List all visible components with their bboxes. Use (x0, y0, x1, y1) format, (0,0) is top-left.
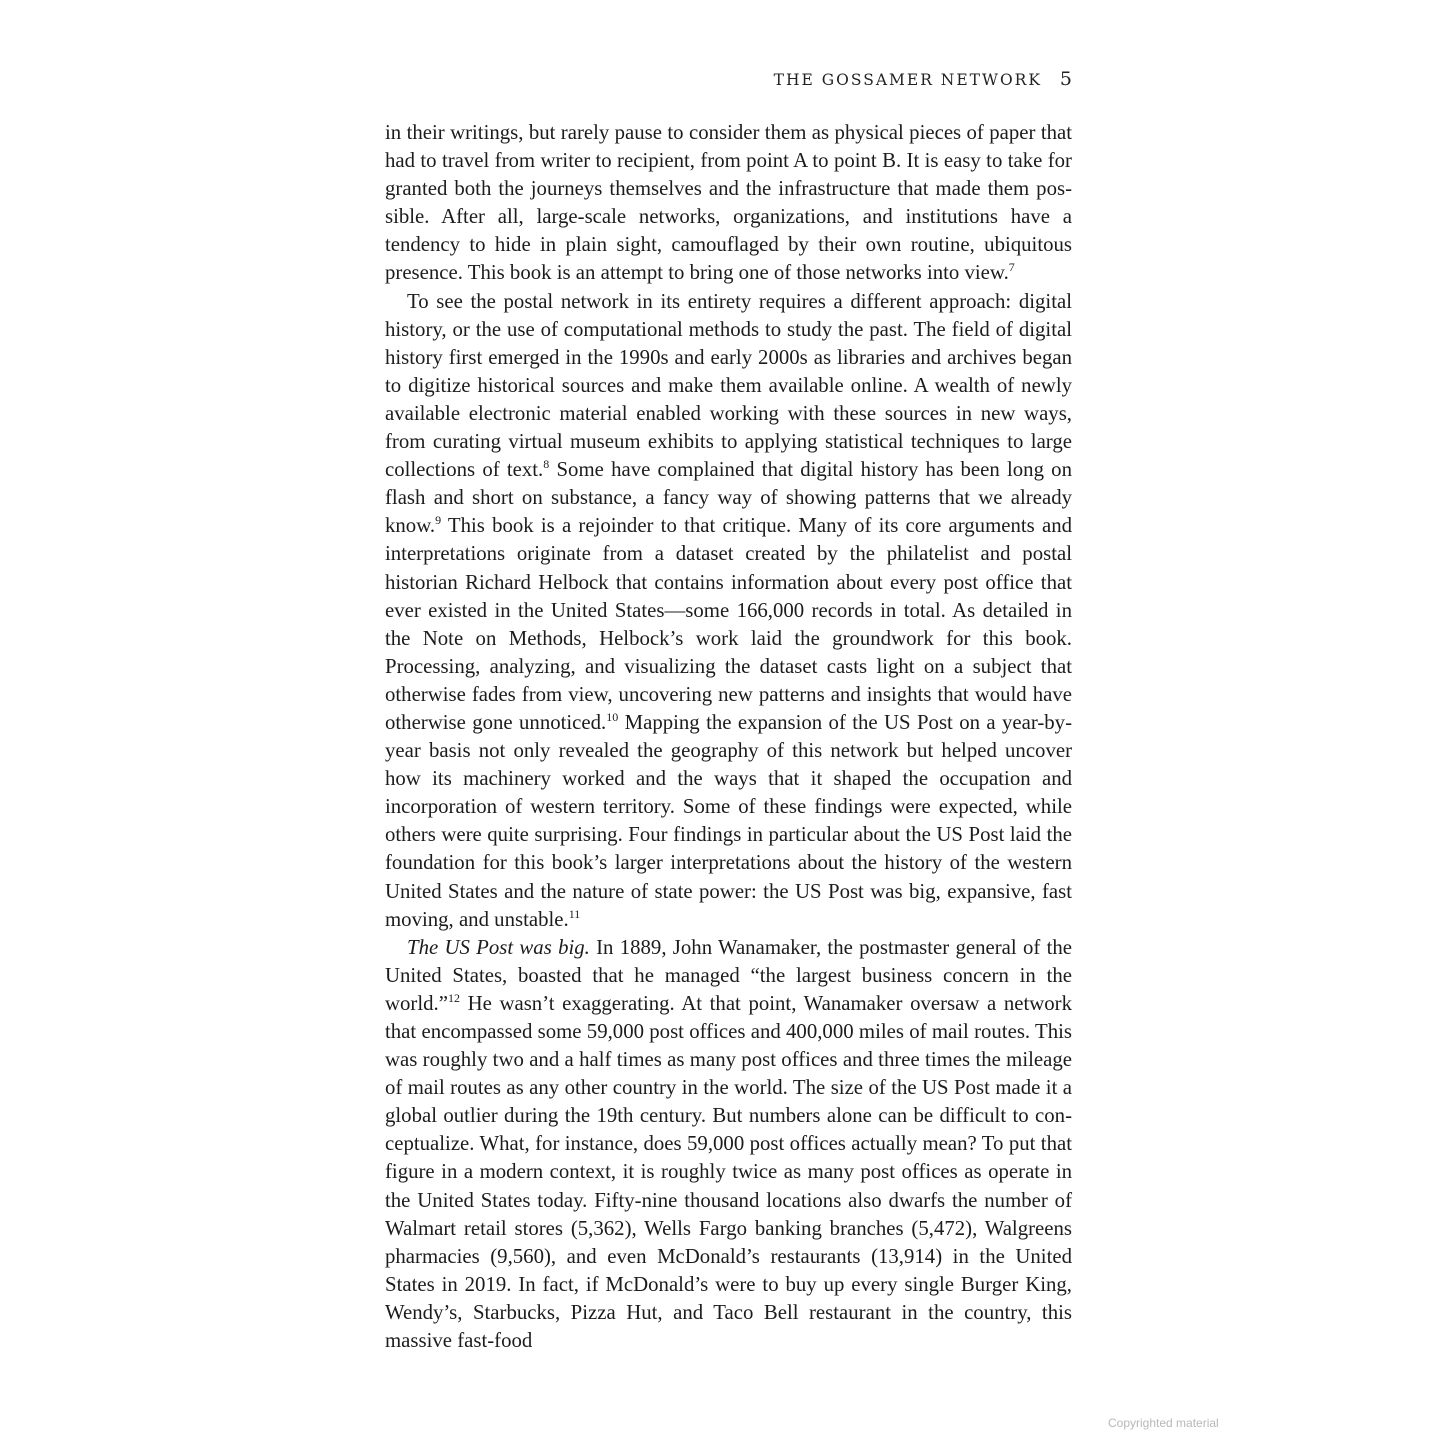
footnote-marker-11: 11 (568, 906, 581, 921)
footnote-marker-9: 9 (435, 513, 442, 528)
footnote-marker-12: 12 (447, 990, 460, 1005)
paragraph-1 (385, 119, 1072, 288)
paragraph-3 (385, 934, 1072, 1355)
copyright-watermark: Copyrighted material (1108, 1416, 1219, 1430)
paragraph-2 (385, 288, 1072, 934)
page-number: 5 (1059, 68, 1072, 90)
paragraph-3-italic-lead: The US Post was big. (407, 935, 590, 959)
paragraph-3-text-a: In 1889, John Wanamaker, the postmaster general of the United States, boasted that he managed “the largest business concern in the world.” (385, 935, 1072, 1015)
running-head (385, 68, 1072, 90)
running-head-title: THE GOSSAMER NETWORK (773, 71, 1042, 89)
footnote-marker-8: 8 (543, 457, 550, 472)
footnote-marker-10: 10 (606, 709, 619, 724)
paragraph-2-text-b: Some have complained that digital history has been long on flash and short on substance, a fancy way of showing patterns that we already know. (385, 458, 1072, 538)
paragraph-3-text-b: He wasn’t exaggerating. At that point, Wanamaker oversaw a network that encompassed some 59,000 post offices and 400,000 miles of mail routes. This was roughly two and a half times as many post offices and three times the mileage of mail routes as any other country in the world. The size of the US Post made it a global outlier during the 19th century. But numbers alone can be difficult to conceptualize. What, for instance, does 59,000 post offices actually mean? To put that figure in a modern context, it is roughly twice as many post offices as operate in the United States today. Fifty-nine thousand locations also dwarfs the number of Walmart retail stores (5,362), Wells Fargo banking branches (5,472), Walgreens pharmacies (9,560), and even McDonald’s restaurants (13,914) in the United States in 2019. In fact, if McDonald’s were to buy up every single Burger King, Wendy’s, Starbucks, Pizza Hut, and Taco Bell restaurant in the country, this massive fast-food (385, 991, 1072, 1353)
body-text (385, 119, 1072, 1355)
paragraph-2-text-c: This book is a rejoinder to that critique. Many of its core arguments and interpretations originate from a dataset created by the philatelist and postal historian Richard Helbock that contains information about every post office that ever existed in the United States—some 166,000 records in total. As detailed in the Note on Methods, Helbock’s work laid the groundwork for this book. Processing, analyzing, and visualizing the dataset casts light on a subject that otherwise fades from view, uncovering new patterns and insights that would have otherwise gone unnoticed. (385, 514, 1072, 734)
paragraph-1-text: in their writings, but rarely pause to consider them as physical pieces of paper that had to travel from writer to recipient, from point A to point B. It is easy to take for granted both the journeys themselves and the infrastructure that made them possible. After all, large-scale networks, organizations, and institutions have a tendency to hide in plain sight, camouflaged by their own routine, ubiquitous presence. This book is an attempt to bring one of those networks into view. (385, 121, 1072, 285)
paragraph-2-text-a: To see the postal network in its entirety requires a different approach: digital history, or the use of computational methods to study the past. The field of digital history first emerged in the 1990s and early 2000s as libraries and archives began to digitize historical sources and make them available online. A wealth of newly available electronic material enabled working with these sources in new ways, from curating virtual museum exhibits to applying statistical techniques to large collections of text. (385, 289, 1072, 482)
paragraph-2-text-d: Mapping the expansion of the US Post on a year-by-year basis not only revealed the geography of this network but helped uncover how its machinery worked and the ways that it shaped the occupation and incorporation of western territory. Some of these findings were expected, while others were quite surprising. Four findings in particular about the US Post laid the foundation for this book’s larger interpretations about the history of the western United States and the nature of state power: the US Post was big, expansive, fast moving, and unstable. (385, 710, 1072, 931)
footnote-marker-7: 7 (1008, 260, 1015, 275)
